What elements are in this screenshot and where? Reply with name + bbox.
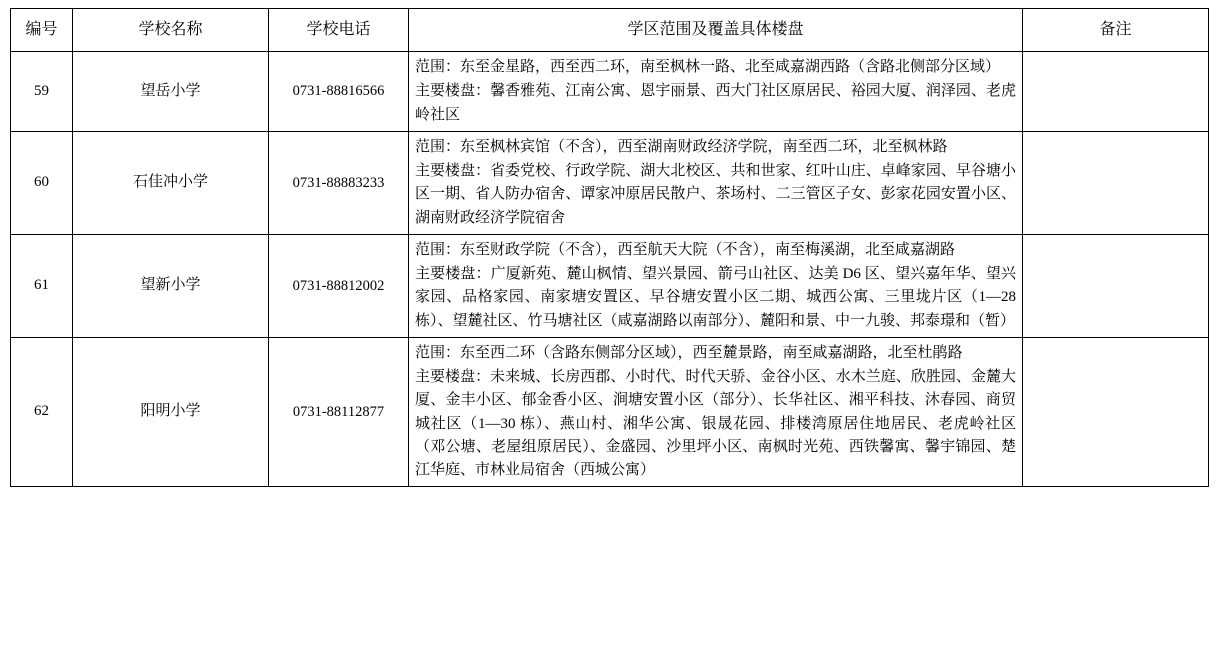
zone-range-text: 范围：东至枫林宾馆（不含），西至湖南财政经济学院，南至西二环，北至枫林路 bbox=[415, 138, 948, 155]
row-school-phone: 0731-88816566 bbox=[269, 52, 409, 132]
row-zone-scope bbox=[409, 337, 1023, 487]
table-row bbox=[11, 131, 1209, 234]
zone-buildings-text: 主要楼盘：馨香雅苑、江南公寓、恩宇丽景、西大门社区原居民、裕园大厦、润泽园、老虎岭社区 bbox=[415, 83, 1016, 123]
row-id: 61 bbox=[11, 234, 73, 337]
zone-buildings-text: 主要楼盘：广厦新苑、麓山枫情、望兴景园、箭弓山社区、达美 D6 区、望兴嘉年华、望兴家园、品格家园、南家塘安置区、早谷塘安置小区二期、城西公寓、三里垅片区（1—28 栋）、望麓社区、竹马塘社区（咸嘉湖路以南部分）、麓阳和景、中一九骏、邦泰璟和（暂） bbox=[415, 266, 1016, 329]
column-header-note: 备注 bbox=[1023, 9, 1209, 52]
table-body bbox=[11, 52, 1209, 487]
table-row bbox=[11, 337, 1209, 487]
row-note bbox=[1023, 52, 1209, 132]
table-row bbox=[11, 52, 1209, 132]
table-row bbox=[11, 234, 1209, 337]
table-header-row bbox=[11, 9, 1209, 52]
row-id: 60 bbox=[11, 131, 73, 234]
zone-range-text: 范围：东至西二环（含路东侧部分区域），西至麓景路，南至咸嘉湖路，北至杜鹃路 bbox=[415, 344, 963, 361]
column-header-school-phone: 学校电话 bbox=[269, 9, 409, 52]
row-note bbox=[1023, 337, 1209, 487]
table-header bbox=[11, 9, 1209, 52]
school-zone-table bbox=[10, 8, 1209, 487]
row-note bbox=[1023, 234, 1209, 337]
zone-range-text: 范围：东至金星路，西至西二环，南至枫林一路、北至咸嘉湖西路（含路北侧部分区域） bbox=[415, 59, 1001, 75]
zone-range-text: 范围：东至财政学院（不含），西至航天大院（不含），南至梅溪湖，北至咸嘉湖路 bbox=[415, 241, 956, 258]
row-id: 62 bbox=[11, 337, 73, 487]
column-header-id: 编号 bbox=[11, 9, 73, 52]
row-school-name: 阳明小学 bbox=[73, 337, 269, 487]
row-note bbox=[1023, 131, 1209, 234]
row-school-phone: 0731-88883233 bbox=[269, 131, 409, 234]
row-school-name: 石佳冲小学 bbox=[73, 131, 269, 234]
row-zone-scope bbox=[409, 131, 1023, 234]
row-zone-scope bbox=[409, 234, 1023, 337]
row-zone-scope bbox=[409, 52, 1023, 132]
row-school-phone: 0731-88112877 bbox=[269, 337, 409, 487]
column-header-zone-scope: 学区范围及覆盖具体楼盘 bbox=[409, 9, 1023, 52]
row-school-phone: 0731-88812002 bbox=[269, 234, 409, 337]
row-id: 59 bbox=[11, 52, 73, 132]
zone-buildings-text: 主要楼盘：省委党校、行政学院、湖大北校区、共和世家、红叶山庄、卓峰家园、早谷塘小区一期、省人防办宿舍、谭家冲原居民散户、茶场村、二三管区子女、彭家花园安置小区、湖南财政经济学院宿舍 bbox=[415, 163, 1016, 226]
row-school-name: 望岳小学 bbox=[73, 52, 269, 132]
column-header-school-name: 学校名称 bbox=[73, 9, 269, 52]
zone-buildings-text: 主要楼盘：未来城、长房西郡、小时代、时代天骄、金谷小区、水木兰庭、欣胜园、金麓大厦、金丰小区、郁金香小区、涧塘安置小区（部分）、长华社区、湘平科技、沐春园、商贸城社区（1—30 栋）、燕山村、湘华公寓、银晟花园、排楼湾原居住地居民、老虎岭社区（邓公塘、老屋组原居民）、金盛园、沙里坪小区、南枫时光苑、西铁馨寓、馨宇锦园、楚江华庭、市林业局宿舍（西城公寓） bbox=[415, 369, 1016, 478]
row-school-name: 望新小学 bbox=[73, 234, 269, 337]
